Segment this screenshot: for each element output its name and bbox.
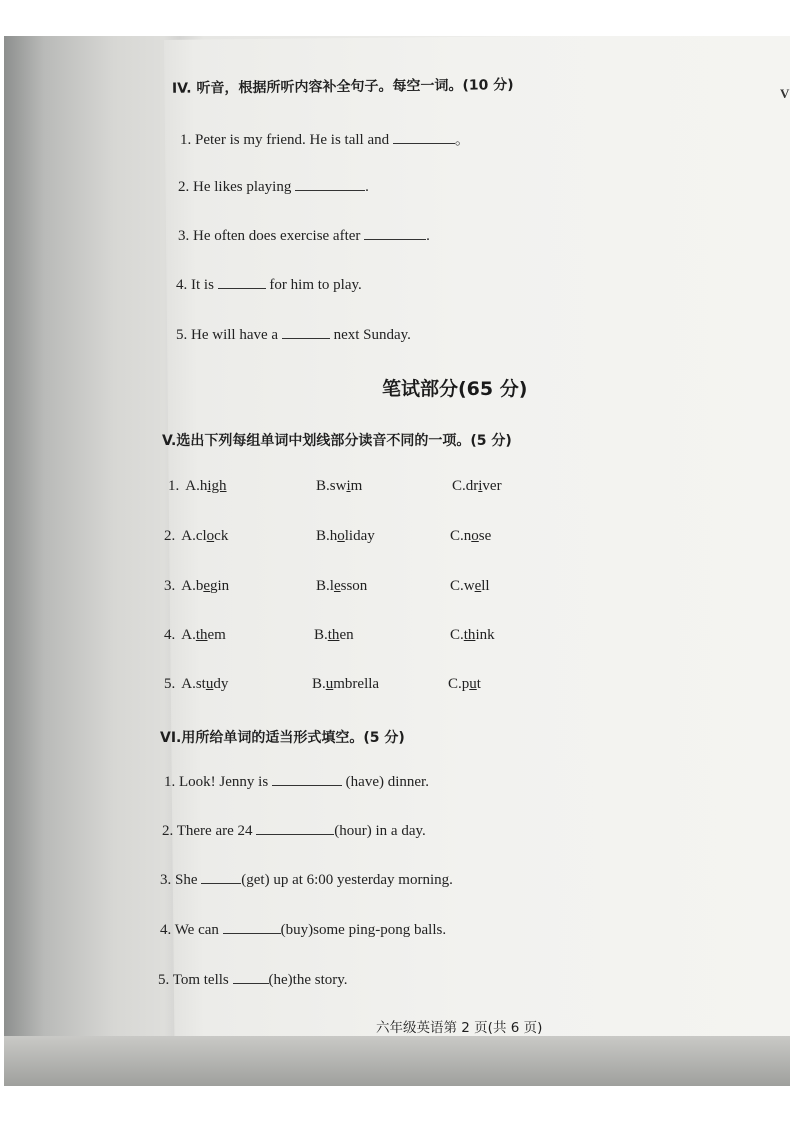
underlined-letters: th <box>327 627 340 643</box>
page-footer: 六年级英语第 2 页(共 6 页) <box>376 1020 543 1036</box>
underlined-letters: u <box>325 676 334 692</box>
option-c[interactable] <box>452 478 502 495</box>
item-text: (hour) in a day. <box>334 823 426 839</box>
item-text: . <box>426 228 430 244</box>
item-text: 5. He will have a <box>176 327 279 343</box>
word-part: liday <box>344 528 375 544</box>
underlined-letters: o <box>206 528 215 544</box>
word-part: A.st <box>181 676 206 692</box>
item-text: 4. We can <box>160 922 219 938</box>
fill-item-2 <box>162 823 426 840</box>
word-part: A. <box>181 627 196 643</box>
row-number: 2. <box>164 528 176 544</box>
listening-item-3 <box>178 228 430 245</box>
word-part: C.dr <box>452 478 479 494</box>
option-c[interactable] <box>450 627 495 644</box>
answer-blank[interactable] <box>272 784 342 786</box>
option-c[interactable] <box>450 578 490 595</box>
item-text: (have) dinner. <box>345 774 429 790</box>
underlined-letters: th <box>195 627 208 643</box>
underlined-letters: e <box>203 578 211 594</box>
option-a[interactable] <box>164 676 228 693</box>
answer-blank[interactable] <box>364 238 426 240</box>
item-text: 2. There are 24 <box>162 823 253 839</box>
item-text: 4. It is <box>176 277 214 293</box>
word-part: ink <box>475 627 495 643</box>
word-part: A.h <box>185 478 208 494</box>
item-text: . <box>365 179 369 195</box>
option-a[interactable] <box>164 528 228 545</box>
word-part: se <box>478 528 492 544</box>
row-number: 3. <box>164 578 176 594</box>
item-text: 2. He likes playing <box>178 179 292 195</box>
option-b[interactable] <box>314 627 354 644</box>
word-part: B. <box>312 676 326 692</box>
word-part: ck <box>214 528 229 544</box>
underlined-letters: u <box>469 676 477 692</box>
row-number: 1. <box>168 478 180 494</box>
word-part: mbrella <box>333 676 380 692</box>
word-part: t <box>476 676 481 692</box>
listening-item-5 <box>176 327 411 344</box>
row-number: 4. <box>164 627 176 643</box>
listening-item-4 <box>176 277 362 294</box>
option-a[interactable] <box>164 578 229 595</box>
written-part-title: 笔试部分(65 分) <box>382 378 528 400</box>
answer-blank[interactable] <box>393 142 455 144</box>
item-text: (he)the story. <box>268 972 348 988</box>
answer-blank[interactable] <box>295 189 365 191</box>
underlined-letters: u <box>205 676 214 692</box>
option-a[interactable] <box>168 478 227 495</box>
word-part: gin <box>210 578 230 594</box>
section-vi-heading: VI.用所给单词的适当形式填空。(5 分) <box>160 730 405 746</box>
item-text: for him to play. <box>269 277 362 293</box>
option-b[interactable] <box>316 578 367 595</box>
item-text: next Sunday. <box>333 327 411 343</box>
word-part: B.sw <box>316 478 347 494</box>
fill-item-5 <box>158 972 348 989</box>
option-c[interactable] <box>450 528 491 545</box>
item-text: 5. Tom tells <box>158 972 229 988</box>
word-part: en <box>339 627 354 643</box>
underlined-letters: i <box>478 478 483 494</box>
word-part: C.w <box>450 578 475 594</box>
item-text: 1. Peter is my friend. He is tall and <box>180 132 390 148</box>
option-b[interactable] <box>316 478 362 495</box>
word-part: A.b <box>181 578 204 594</box>
underlined-letters: o <box>337 528 345 544</box>
item-text: 3. He often does exercise after <box>178 228 361 244</box>
underlined-letters: igh <box>207 478 227 494</box>
listening-item-1 <box>180 128 470 149</box>
word-part: dy <box>213 676 229 692</box>
answer-blank[interactable] <box>282 337 330 339</box>
word-part: B. <box>314 627 328 643</box>
answer-blank[interactable] <box>223 932 281 934</box>
section-v-heading: V.选出下列每组单词中划线部分读音不同的一项。(5 分) <box>162 433 512 449</box>
row-number: 5. <box>164 676 176 692</box>
fill-item-1 <box>164 774 429 791</box>
fill-item-3 <box>160 872 453 889</box>
answer-blank[interactable] <box>256 833 334 835</box>
fill-item-4 <box>160 922 446 939</box>
section-iv-heading: IV. 听音，根据所听内容补全句子。每空一词。(10 分) <box>171 77 514 97</box>
word-part: ll <box>481 578 490 594</box>
answer-blank[interactable] <box>201 882 241 884</box>
corner-mark: V <box>780 86 790 101</box>
underlined-letters: e <box>333 578 341 594</box>
underlined-letters: e <box>474 578 482 594</box>
item-text: 3. She <box>160 872 198 888</box>
answer-blank[interactable] <box>233 982 269 984</box>
underlined-letters: th <box>463 627 476 643</box>
item-text: (buy)some ping-pong balls. <box>280 922 447 938</box>
word-part: em <box>207 627 226 643</box>
underlined-letters: o <box>471 528 479 544</box>
word-part: C.p <box>448 676 470 692</box>
word-part: A.cl <box>181 528 207 544</box>
underlined-letters: i <box>346 478 351 494</box>
listening-item-2 <box>178 179 369 196</box>
item-text: (get) up at 6:00 yesterday morning. <box>241 872 453 888</box>
word-part: C. <box>450 627 464 643</box>
option-a[interactable] <box>164 627 226 644</box>
item-text: 。 <box>454 132 470 148</box>
word-part: B.h <box>316 528 338 544</box>
answer-blank[interactable] <box>218 287 266 289</box>
word-part: B.l <box>316 578 334 594</box>
word-part: ver <box>482 478 502 494</box>
word-part: m <box>350 478 363 494</box>
word-part: C.n <box>450 528 472 544</box>
option-b[interactable] <box>312 676 379 693</box>
option-c[interactable] <box>448 676 481 693</box>
option-b[interactable] <box>316 528 375 545</box>
item-text: 1. Look! Jenny is <box>164 774 269 790</box>
word-part: sson <box>340 578 368 594</box>
